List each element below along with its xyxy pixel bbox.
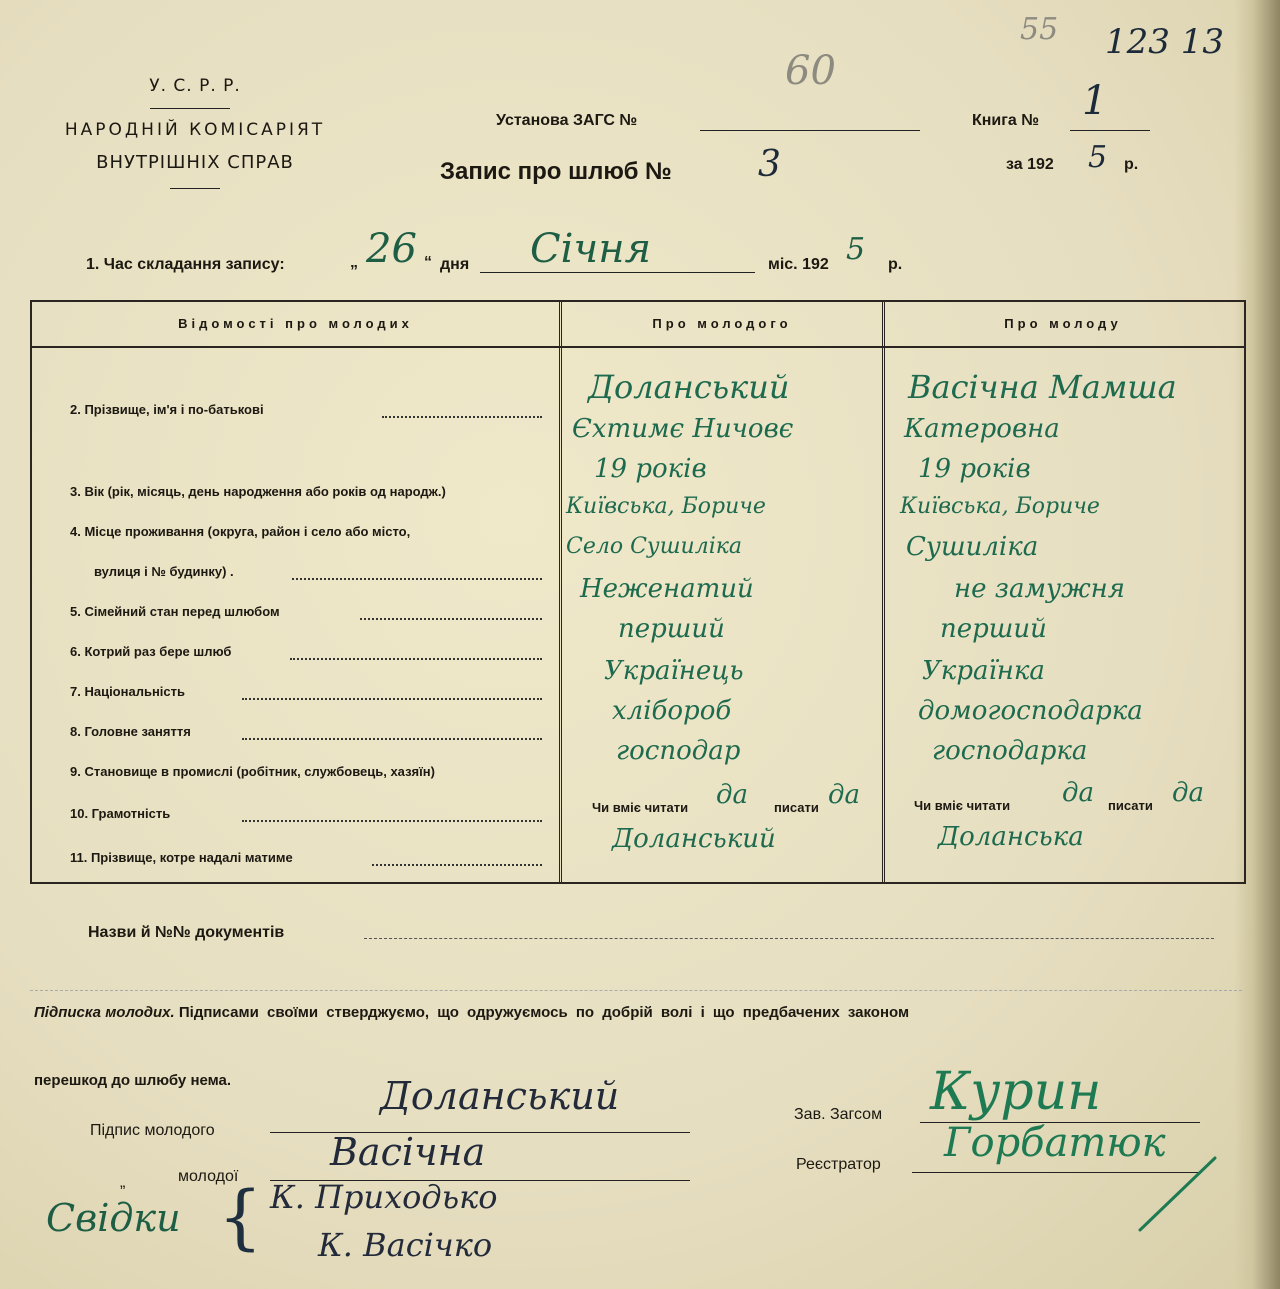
row-dots-occupation [242,738,542,740]
signature-flourish [1120,1150,1230,1240]
year-digit: 5 [1088,140,1108,175]
item1-day-word: дня [440,256,470,273]
documents-line [364,938,1214,939]
row-dots-name [382,416,542,418]
record-title: Запис про шлюб № [440,158,672,185]
archive-number: 123 13 [1105,22,1224,62]
declaration-text-line2: перешкод до шлюбу нема. [34,1072,232,1089]
groom-write-value: да [828,780,860,810]
header-divider-bottom [170,188,220,189]
bride-signature-quote: „ [120,1174,126,1191]
office-label: Установа ЗАГС № [496,112,638,129]
witnesses-label: Свідки [46,1196,181,1240]
witnesses-brace-icon: { [218,1176,263,1258]
item1-month-line [480,272,755,273]
pencil-mark: 60 [785,48,836,94]
groom-future-surname: Доланський [612,824,776,854]
row-label-residence: 4. Місце проживання (округа, район і село або місто, [70,524,411,539]
item1-close-quote: “ [424,254,432,271]
witness-1-signature: К. Приходько [270,1178,498,1216]
header-bride: Про молоду [1004,316,1122,331]
groom-name-line1: Доланський [588,368,790,406]
registrar-signature-label: Реєстратор [796,1156,881,1173]
groom-read-label: Чи вміє читати [592,800,689,815]
bride-residence-line1: Київська, Бориче [900,494,1100,519]
header-info: Відомості про молодих [178,316,413,331]
row-dots-residence [292,578,542,580]
bride-write-value: да [1172,778,1204,808]
row-dots-literacy [242,820,542,822]
row-dots-nationality [242,698,542,700]
header-row-divider [32,346,1244,348]
section-separator [30,990,1242,991]
head-signature: Курин [930,1062,1102,1122]
office-number-line [700,130,920,131]
column-divider-1 [559,302,562,882]
bride-read-label: Чи вміє читати [914,798,1011,813]
bride-read-value: да [1062,778,1094,808]
header-state: У. С. Р. Р. [149,76,241,96]
row-label-marriage-count: 6. Котрий раз бере шлюб [70,644,232,659]
item1-month-label: міс. 192 [768,256,829,273]
row-label-name: 2. Прізвище, ім'я і по-батькові [70,402,264,417]
row-label-position: 9. Становище в промислі (робітник, службовець, хазяїн) [70,764,435,779]
marriage-record-table [30,300,1246,884]
registrar-signature: Горбатюк [944,1120,1166,1166]
year-label: за 192 [1006,156,1054,173]
groom-marital: Неженатий [580,574,754,604]
bride-occupation-line2: господарка [932,736,1088,766]
book-number-line [1070,130,1150,131]
declaration-lead: Підписка молодих. [34,1004,175,1021]
groom-signature: Доланський [380,1074,620,1118]
groom-read-value: да [716,780,748,810]
year-suffix: р. [1124,156,1139,173]
item1-month: Січня [530,226,652,272]
bride-residence-line2: Сушиліка [906,532,1039,562]
bride-signature: Васічна [330,1130,486,1174]
row-dots-marital [360,618,542,620]
item1-day: 26 [366,226,417,272]
item1-label: 1. Час складання запису: [86,256,285,273]
groom-age: 19 років [594,454,707,484]
header-commissariat-line2: ВНУТРІШНІХ СПРАВ [96,152,294,173]
bride-signature-label: молодої [178,1168,239,1185]
header-groom: Про молодого [652,316,792,331]
book-number: 1 [1082,78,1108,124]
bride-name-line1: Васічна Мамша [908,368,1177,406]
row-label-future-surname: 11. Прізвище, котре надалі матиме [70,850,293,865]
groom-signature-label: Підпис молодого [90,1122,215,1139]
column-divider-2 [882,302,885,882]
groom-residence-line2: Село Сушиліка [566,534,742,559]
bride-marital: не замужня [954,574,1125,604]
row-label-marital: 5. Сімейний стан перед шлюбом [70,604,280,619]
declaration-line1 [34,1004,909,1021]
groom-occupation-line1: хлібороб [612,696,732,726]
record-number: 3 [758,144,781,185]
item1-open-quote: „ [350,254,358,271]
bride-future-surname: Доланська [938,822,1084,852]
item1-suffix: р. [888,256,903,273]
head-signature-label: Зав. Загсом [794,1106,883,1123]
witness-2-signature: К. Васічко [318,1226,493,1264]
row-label-residence-cont: вулиця і № будинку) . [94,564,234,579]
bride-occupation-line1: домогосподарка [918,696,1143,726]
row-label-nationality: 7. Національність [70,684,186,699]
bride-age: 19 років [918,454,1031,484]
groom-occupation-line2: господар [616,736,741,766]
groom-marriage-count: перший [618,614,725,644]
bride-write-label: писати [1108,798,1153,813]
bride-name-line2: Катеровна [904,414,1060,444]
declaration-text-line1: Підписами своїми стверджуємо, що одружуємось по добрій волі і що предбачених законом [178,1004,910,1021]
row-dots-marriage-count [290,658,542,660]
documents-label: Назви й №№ документів [88,924,285,941]
row-dots-future-surname [372,864,542,866]
bride-nationality: Українка [922,656,1045,686]
row-label-occupation: 8. Головне заняття [70,724,191,739]
groom-name-line2: Єхтимє Ничовє [572,414,794,444]
item1-year-digit: 5 [846,232,866,267]
row-label-literacy: 10. Грамотність [70,806,171,821]
groom-residence-line1: Київська, Бориче [566,494,766,519]
groom-write-label: писати [774,800,819,815]
header-commissariat-line1: НАРОДНІЙ КОМІСАРІЯТ [64,120,326,140]
bride-marriage-count: перший [940,614,1047,644]
row-label-age: 3. Вік (рік, місяць, день народження або років од народж.) [70,484,446,499]
pencil-page-number: 55 [1020,12,1059,47]
book-label: Книга № [972,112,1040,129]
header-divider [150,108,230,109]
groom-nationality: Українець [604,656,744,686]
